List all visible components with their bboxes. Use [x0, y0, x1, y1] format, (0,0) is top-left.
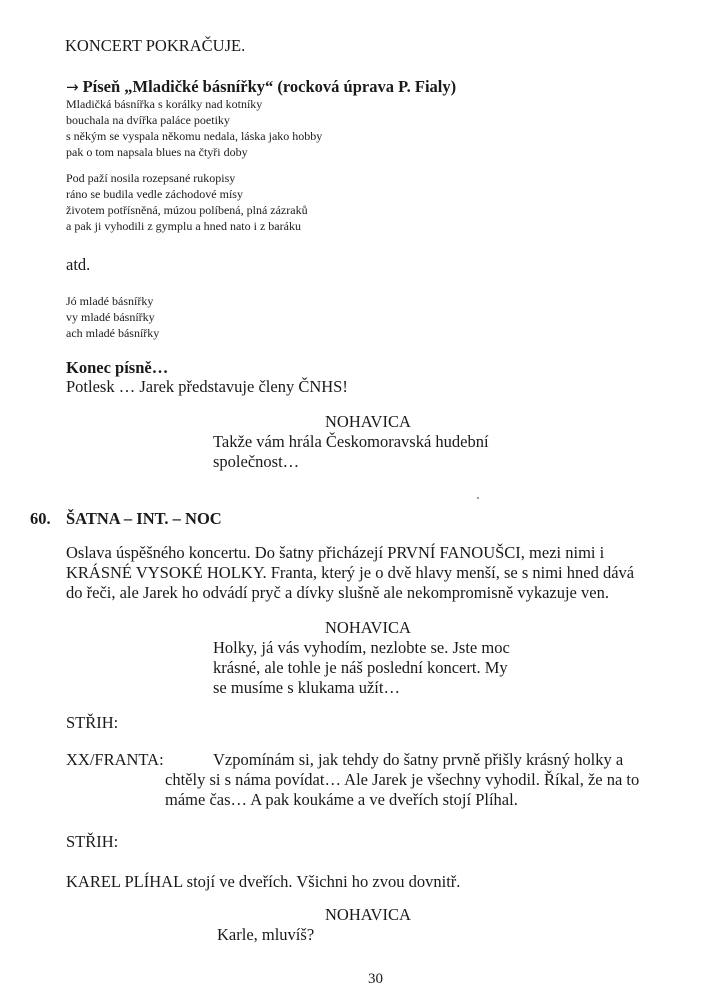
lyric-line: s někým se vyspala někomu nedala, láska jako hobby — [66, 129, 323, 143]
character-name: XX/FRANTA: — [66, 750, 164, 769]
dialogue-line: chtěly si s náma povídat… Ale Jarek je všechny vyhodil. Říkal, že na to — [165, 770, 640, 789]
intro-line: KONCERT POKRAČUJE. — [65, 36, 246, 55]
song-title: Píseň „Mladičké básnířky“ (rocková úprava P. Fialy) — [82, 77, 457, 96]
lyric-line: Mladičká básnířka s korálky nad kotníky — [66, 97, 263, 111]
lyric-line: ráno se budila vedle záchodové mísy — [66, 187, 243, 201]
character-name: NOHAVICA — [325, 618, 411, 637]
speck — [477, 497, 479, 499]
lyric-line: bouchala na dvířka paláce poetiky — [66, 113, 230, 127]
action-line: KRÁSNÉ VYSOKÉ HOLKY. Franta, který je o dvě hlavy menší, se s nimi hned dává — [66, 563, 635, 582]
character-name: NOHAVICA — [325, 905, 411, 924]
action-line: KAREL PLÍHAL stojí ve dveřích. Všichni ho zvou dovnitř. — [66, 872, 461, 891]
character-name: NOHAVICA — [325, 412, 411, 431]
lyric-line: vy mladé básnířky — [66, 310, 155, 324]
lyric-line: životem potřísněná, múzou políbená, plná zázraků — [66, 203, 308, 217]
song-heading — [66, 79, 456, 96]
action-line: do řeči, ale Jarek ho odvádí pryč a dívky slušně ale nekompromisně vykazuje ven. — [66, 583, 609, 602]
lyric-line: Pod paží nosila rozepsané rukopisy — [66, 171, 236, 185]
dialogue-line: se musíme s klukama užít… — [213, 678, 400, 697]
dialogue-line: Karle, mluvíš? — [217, 925, 315, 944]
action-line: Oslava úspěšného koncertu. Do šatny přicházejí PRVNÍ FANOUŠCI, mezi nimi i — [66, 543, 605, 562]
transition: STŘIH: — [66, 832, 119, 851]
dialogue-line: máme čas… A pak koukáme a ve dveřích stojí Plíhal. — [165, 790, 518, 809]
scene-number: 60. — [30, 509, 51, 528]
song-end: Konec písně… — [66, 358, 169, 377]
page-number: 30 — [368, 971, 383, 987]
arrow-right-icon: → — [66, 78, 79, 96]
lyric-line: a pak ji vyhodili z gymplu a hned nato i z baráku — [66, 219, 301, 233]
dialogue-line: Holky, já vás vyhodím, nezlobte se. Jste moc — [213, 638, 510, 657]
dialogue-line: Takže vám hrála Českomoravská hudební — [213, 432, 489, 451]
lyric-line: Jó mladé básnířky — [66, 294, 154, 308]
dialogue-line: Vzpomínám si, jak tehdy do šatny prvně přišly krásný holky a — [213, 750, 624, 769]
scene-heading: ŠATNA – INT. – NOC — [66, 509, 222, 528]
lyric-line: pak o tom napsala blues na čtyři doby — [66, 145, 248, 159]
lyric-line: ach mladé básnířky — [66, 326, 160, 340]
dialogue-line: společnost… — [213, 452, 300, 471]
transition: STŘIH: — [66, 713, 119, 732]
dialogue-line: krásné, ale tohle je náš poslední koncert. My — [213, 658, 508, 677]
action-line: Potlesk … Jarek představuje členy ČNHS! — [66, 377, 348, 396]
etc-line: atd. — [66, 255, 91, 274]
